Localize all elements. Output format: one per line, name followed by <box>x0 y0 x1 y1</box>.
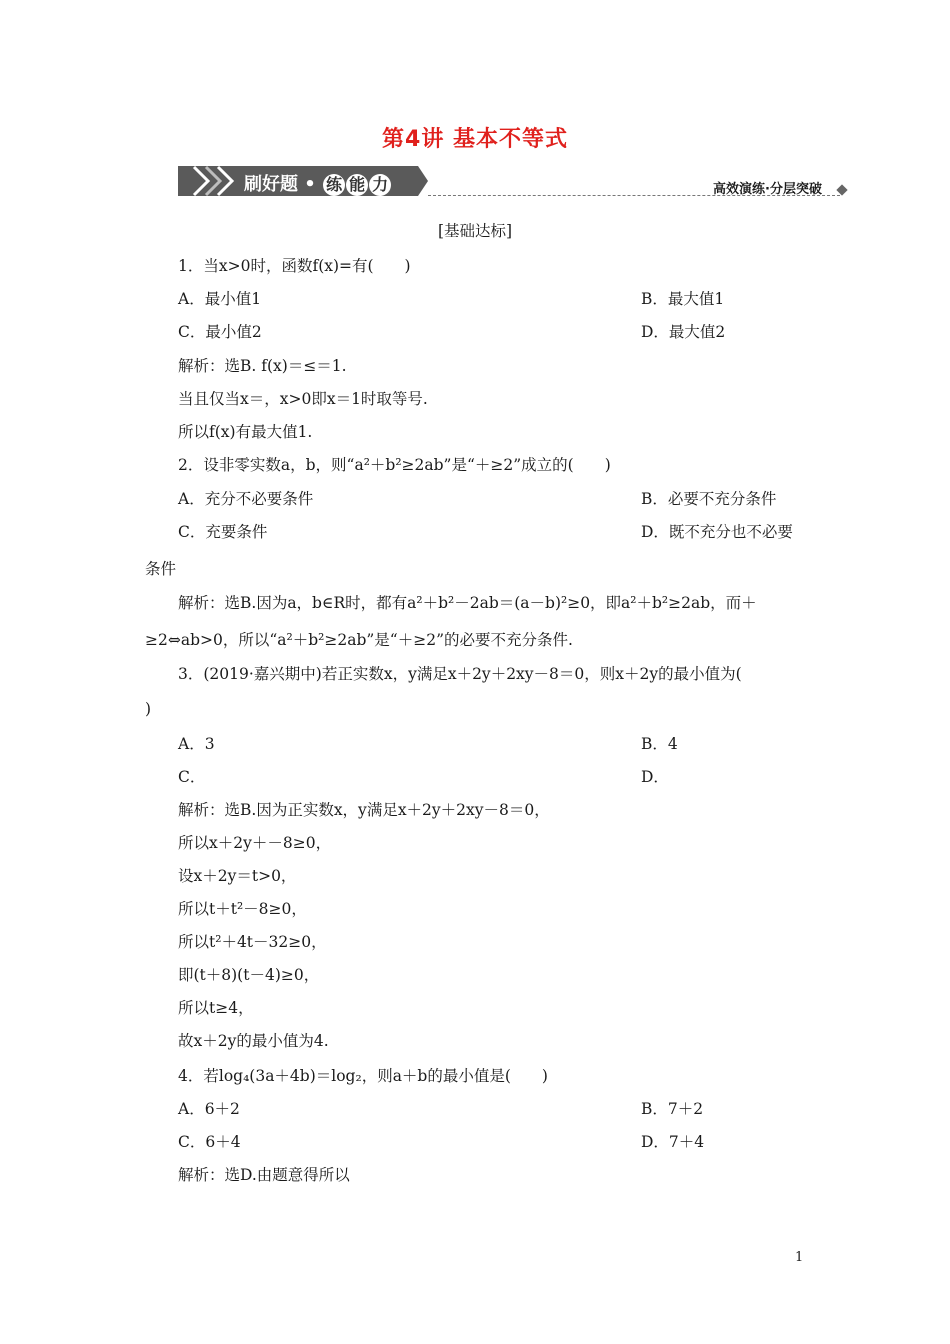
q1-solution-line: 解析：选B. f(x)＝≤＝1. <box>178 357 347 375</box>
q3-solution-line: 所以t＋t²－8≥0， <box>178 900 307 918</box>
q4-option-b: B．7＋2 <box>641 1100 704 1118</box>
q3-option-b: B．4 <box>641 735 678 753</box>
banner-circle-char: 练 <box>323 174 345 196</box>
question-4-stem: 4．若log₄(3a＋4b)＝log₂，则a＋b的最小值是( ) <box>178 1067 548 1085</box>
banner-title <box>244 170 391 196</box>
q3-solution-line: 故x＋2y的最小值为4. <box>178 1032 329 1050</box>
q1-solution-line: 所以f(x)有最大值1. <box>178 423 313 441</box>
chevron-right-icon <box>190 164 242 198</box>
q3-solution-line: 解析：选B.因为正实数x，y满足x＋2y＋2xy－8＝0， <box>178 801 550 819</box>
q2-option-b: B．必要不充分条件 <box>641 490 777 508</box>
section-banner <box>178 164 848 198</box>
q2-solution-line: ≥2⇔ab>0，所以“a²＋b²≥2ab”是“＋≥2”的必要不充分条件. <box>145 631 573 649</box>
q2-option-a: A．充分不必要条件 <box>178 490 314 508</box>
question-3-stem-continued: ) <box>145 700 152 718</box>
q4-solution-line: 解析：选D.由题意得所以 <box>178 1166 350 1184</box>
q1-solution-line: 当且仅当x＝，x>0即x＝1时取等号. <box>178 390 428 408</box>
q4-option-d: D．7＋4 <box>641 1133 705 1151</box>
q3-option-c: C． <box>178 768 206 786</box>
q2-option-d-continued: 条件 <box>145 560 177 578</box>
q3-solution-line: 所以t²＋4t－32≥0， <box>178 933 327 951</box>
section-heading: [基础达标] <box>437 222 513 240</box>
q2-option-d: D．既不充分也不必要 <box>641 523 793 541</box>
q4-option-a: A．6＋2 <box>178 1100 240 1118</box>
q3-solution-line: 所以x＋2y＋－8≥0， <box>178 834 332 852</box>
q4-option-c: C．6＋4 <box>178 1133 241 1151</box>
banner-circle-char: 能 <box>346 174 368 196</box>
banner-subtitle: 高效演练·分层突破 <box>713 182 822 197</box>
q1-option-d: D．最大值2 <box>641 323 726 341</box>
page-title: 第4讲 基本不等式 <box>382 127 568 152</box>
banner-title-part1: 刷好题 <box>244 174 298 195</box>
question-3-stem: 3．(2019·嘉兴期中)若正实数x，y满足x＋2y＋2xy－8＝0，则x＋2y的最小值为( <box>178 665 742 683</box>
q1-option-c: C．最小值2 <box>178 323 262 341</box>
page-number: 1 <box>795 1250 804 1265</box>
q1-option-b: B．最大值1 <box>641 290 725 308</box>
q1-option-a: A．最小值1 <box>178 290 262 308</box>
q3-option-a: A．3 <box>178 735 215 753</box>
banner-circle-char: 力 <box>369 174 391 196</box>
q3-option-d: D． <box>641 768 669 786</box>
diamond-icon <box>836 184 847 195</box>
banner-dot: • <box>304 174 316 195</box>
q2-option-c: C．充要条件 <box>178 523 268 541</box>
question-2-stem: 2．设非零实数a，b，则“a²＋b²≥2ab”是“＋≥2”成立的( ) <box>178 456 611 474</box>
q3-solution-line: 设x＋2y＝t>0， <box>178 867 297 885</box>
q2-solution-line: 解析：选B.因为a，b∈R时，都有a²＋b²－2ab＝(a－b)²≥0，即a²＋b²≥2ab，而＋ <box>178 594 757 612</box>
question-1-stem: 1．当x>0时，函数f(x)=有( ) <box>178 257 411 275</box>
q3-solution-line: 所以t≥4， <box>178 999 254 1017</box>
q3-solution-line: 即(t＋8)(t－4)≥0， <box>178 966 320 984</box>
